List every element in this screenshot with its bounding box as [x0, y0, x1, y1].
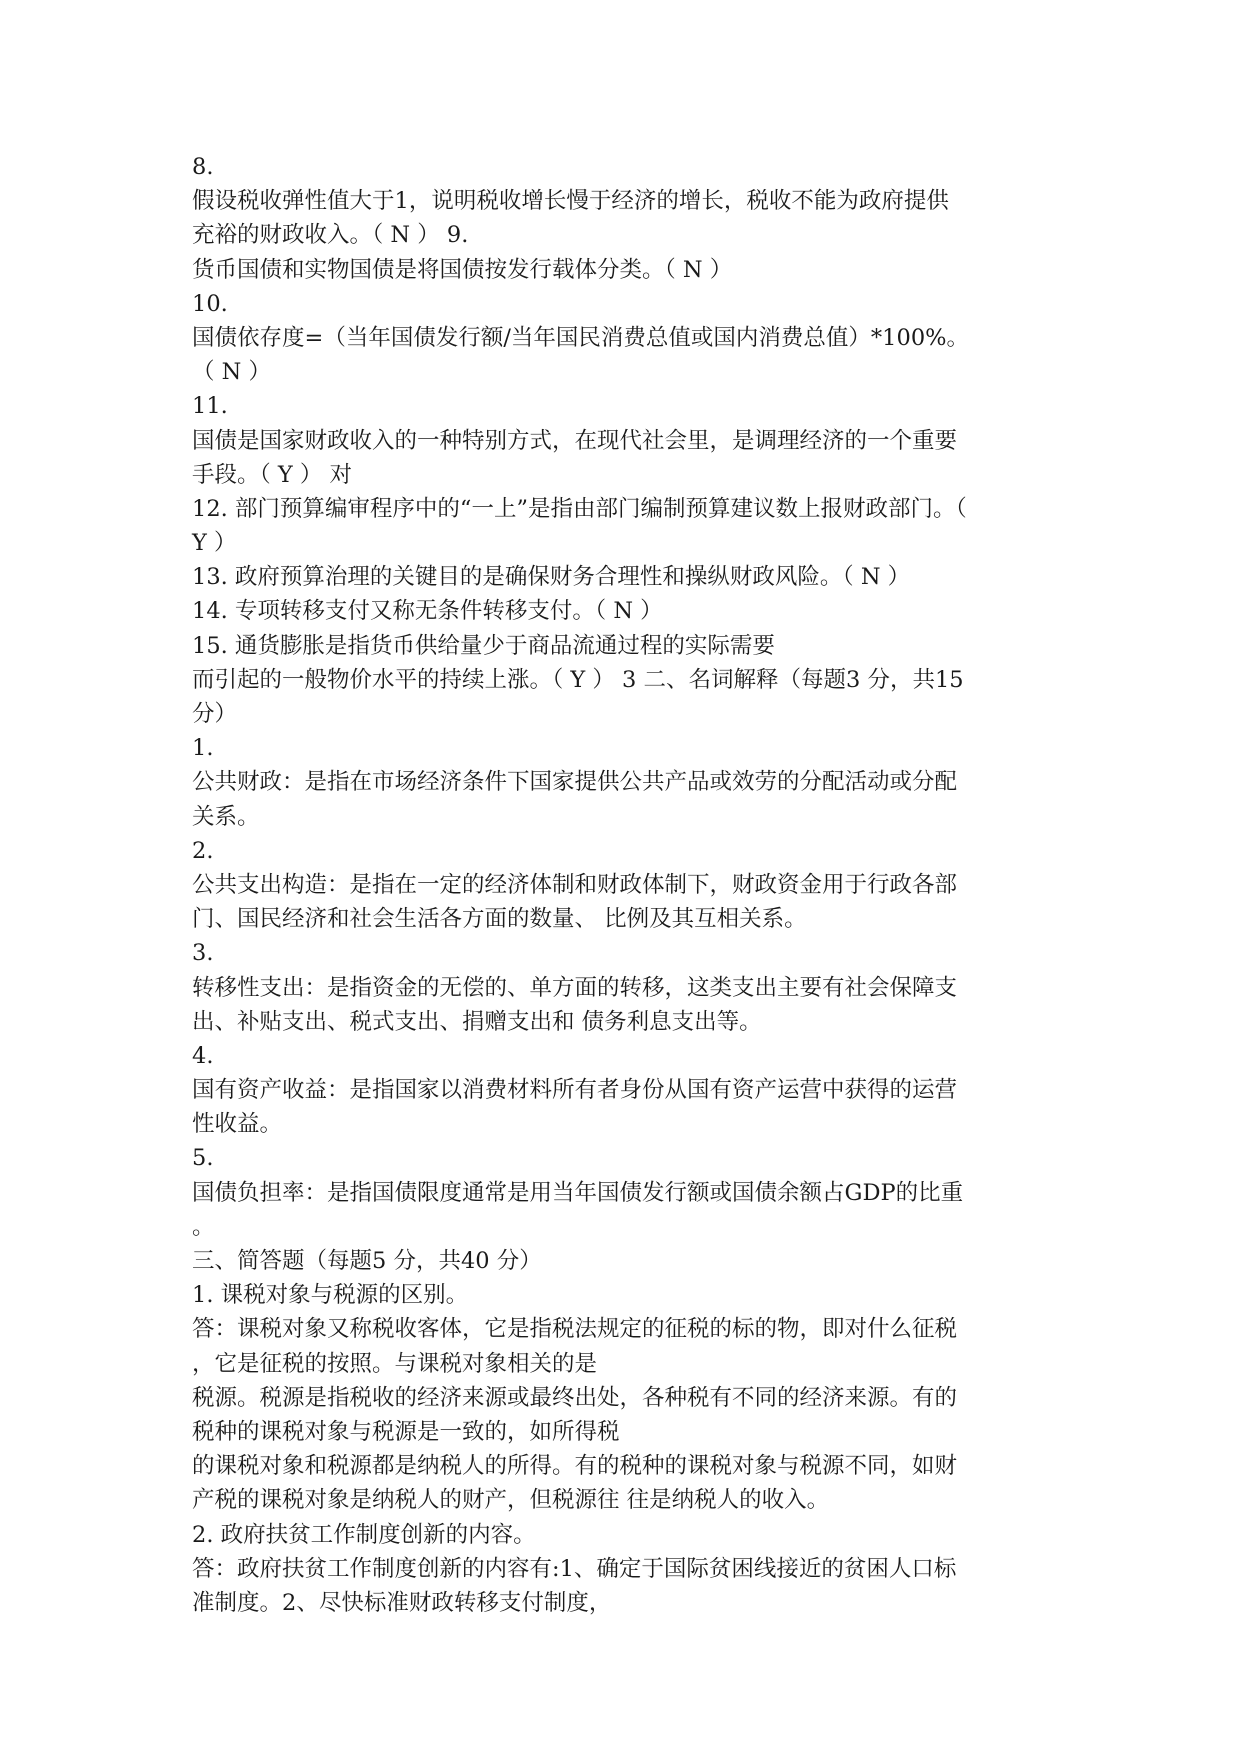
- text-line: 公共财政：是指在市场经济条件下国家提供公共产品或效劳的分配活动或分配: [192, 769, 958, 796]
- text-line: 的课税对象和税源都是纳税人的所得。有的税种的课税对象与税源不同，如财: [192, 1453, 958, 1480]
- text-line: 分）: [192, 701, 238, 727]
- text-line: 15. 通货膨胀是指货币供给量少于商品流通过程的实际需要: [192, 632, 775, 659]
- text-line: 手段。（ Y ） 对: [192, 461, 353, 488]
- text-line: 13. 政府预算治理的关键目的是确保财务合理性和操纵财政风险。（ N ）: [192, 564, 911, 591]
- text-line: 三、简答题（每题5 分，共40 分）: [192, 1248, 542, 1274]
- text-line: 4.: [192, 1042, 214, 1069]
- text-line: 答：课税对象又称税收客体，它是指税法规定的征税的标的物，即对什么征税: [192, 1316, 958, 1343]
- text-line: ，它是征税的按照。与课税对象相关的是: [192, 1350, 598, 1377]
- text-line: 公共支出构造：是指在一定的经济体制和财政体制下，财政资金用于行政各部: [192, 871, 958, 898]
- text-line: 产税的课税对象是纳税人的财产，但税源往 往是纳税人的收入。: [192, 1487, 830, 1514]
- text-line: 1.: [192, 735, 214, 762]
- text-line: 转移性支出：是指资金的无偿的、单方面的转移，这类支出主要有社会保障支: [192, 974, 958, 1001]
- text-line: 税源。税源是指税收的经济来源或最终出处，各种税有不同的经济来源。有的: [192, 1384, 958, 1411]
- text-line: 3.: [192, 940, 214, 967]
- text-line: 而引起的一般物价水平的持续上涨。（ Y ） 3 二、名词解释（每题3 分，共15: [192, 666, 964, 693]
- text-line: 国债依存度=（当年国债发行额/当年国民消费总值或国内消费总值）*100%。: [192, 324, 970, 351]
- text-line: 10.: [192, 290, 228, 317]
- text-line: 5.: [192, 1145, 214, 1172]
- text-line: 关系。: [192, 803, 260, 830]
- text-line: 出、补贴支出、税式支出、捐赠支出和 债务利息支出等。: [192, 1008, 762, 1035]
- text-line: 性收益。: [192, 1111, 283, 1138]
- text-line: 充裕的财政收入。（ N ） 9.: [192, 222, 469, 249]
- text-line: 税种的课税对象与税源是一致的，如所得税: [192, 1418, 620, 1445]
- text-line: 8.: [192, 154, 214, 180]
- text-line: 12. 部门预算编审程序中的“一上”是指由部门编制预算建议数上报财政部门。（: [192, 495, 967, 522]
- text-line: 国债是国家财政收入的一种特别方式，在现代社会里，是调理经济的一个重要: [192, 427, 958, 454]
- text-line: 门、国民经济和社会生活各方面的数量、 比例及其互相关系。: [192, 906, 807, 933]
- text-line: 答：政府扶贫工作制度创新的内容有:1、确定于国际贫困线接近的贫困人口标: [192, 1555, 957, 1582]
- text-line: 国有资产收益：是指国家以消费材料所有者身份从国有资产运营中获得的运营: [192, 1077, 958, 1104]
- text-line: 。: [192, 1213, 215, 1240]
- text-line: （ N ）: [192, 359, 271, 386]
- text-line: 2.: [192, 837, 214, 864]
- text-line: 准制度。2、尽快标准财政转移支付制度，: [192, 1589, 612, 1616]
- text-line: 1. 课税对象与税源的区别。: [192, 1282, 469, 1309]
- text-line: 14. 专项转移支付又称无条件转移支付。（ N ）: [192, 598, 663, 625]
- text-line: 假设税收弹性值大于1，说明税收增长慢于经济的增长，税收不能为政府提供: [192, 188, 949, 215]
- text-line: 11.: [192, 393, 228, 420]
- document-body: [192, 150, 1052, 1620]
- text-line: 2. 政府扶贫工作制度创新的内容。: [192, 1521, 536, 1548]
- text-line: 货币国债和实物国债是将国债按发行载体分类。（ N ）: [192, 256, 733, 283]
- text-line: Y ）: [192, 530, 237, 557]
- text-line: 国债负担率：是指国债限度通常是用当年国债发行额或国债余额占GDP的比重: [192, 1179, 964, 1206]
